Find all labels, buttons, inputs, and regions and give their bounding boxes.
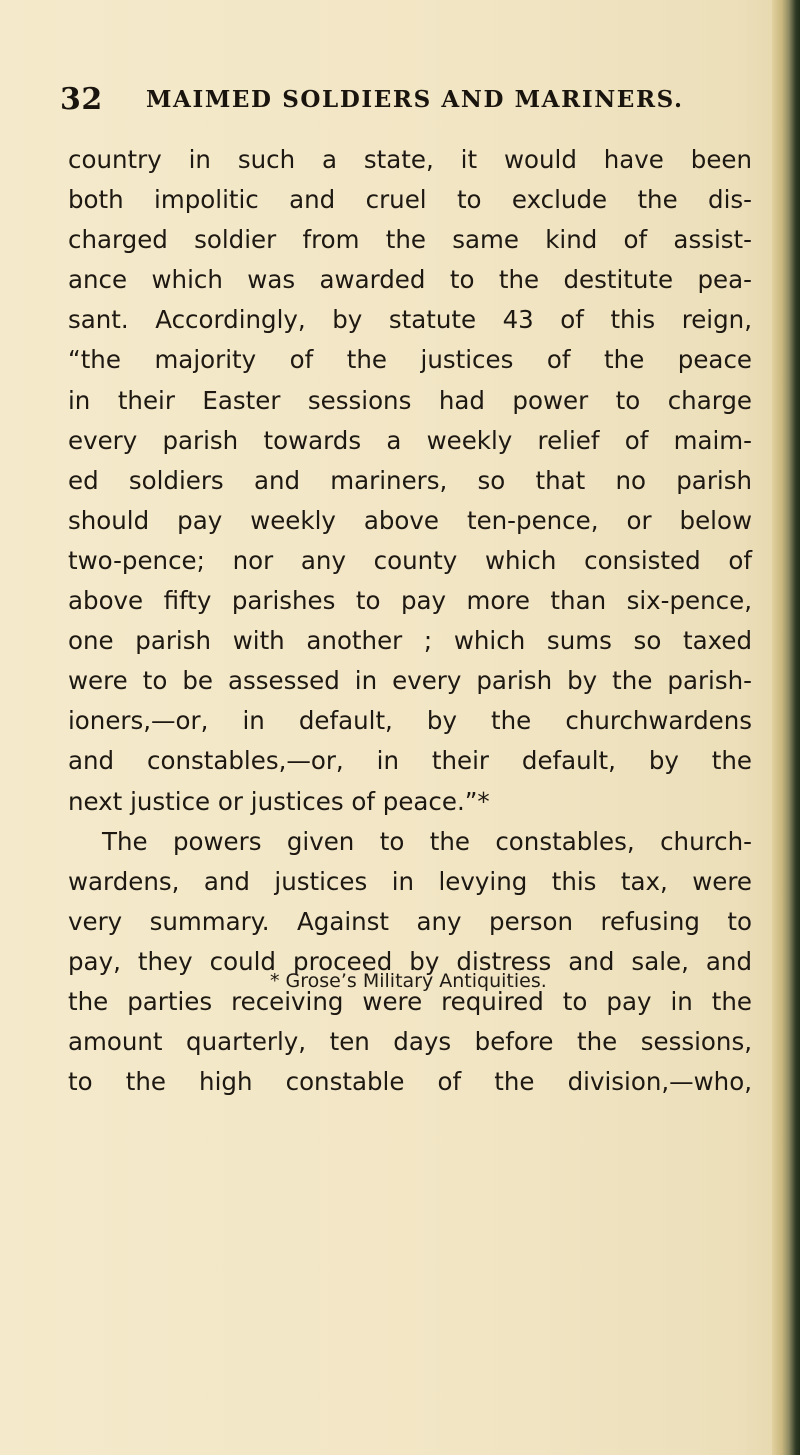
text-line: every parish towards a weekly relief of maim- — [68, 425, 752, 455]
text-line: above fifty parishes to pay more than six-pence, — [68, 586, 752, 616]
text-line: two-pence; nor any county which consisted of — [68, 545, 752, 575]
text-line: country in such a state, it would have been — [68, 145, 752, 174]
text-line: should pay weekly above ten-pence, or below — [68, 505, 752, 535]
text-line: ed soldiers and mariners, so that no parish — [68, 465, 752, 495]
running-title: MAIMED SOLDIERS AND MARINERS. — [146, 86, 684, 113]
body-text — [68, 140, 752, 1102]
text-line: and constables,—or, in their default, by the — [68, 746, 752, 776]
page-number: 32 — [60, 82, 103, 117]
text-line: both impolitic and cruel to exclude the dis- — [68, 185, 752, 215]
text-line: “the majority of the justices of the peace — [68, 345, 752, 375]
text-line: wardens, and justices in levying this tax, were — [68, 866, 752, 896]
text-line: very summary. Against any person refusing to — [68, 906, 752, 936]
text-line: pay, they could proceed by distress and sale, and — [68, 946, 752, 976]
running-head — [60, 78, 760, 118]
text-line: amount quarterly, ten days before the sessions, — [68, 1027, 752, 1057]
text-line: one parish with another ; which sums so taxed — [68, 626, 752, 656]
text-line: the parties receiving were required to pay in the — [68, 986, 752, 1016]
text-line: ioners,—or, in default, by the churchwardens — [68, 706, 752, 736]
text-line: to the high constable of the division,—who, — [68, 1067, 752, 1097]
text-line: were to be assessed in every parish by the parish- — [68, 666, 752, 696]
text-line: sant. Accordingly, by statute 43 of this reign, — [68, 305, 752, 335]
text-line: ance which was awarded to the destitute pea- — [68, 265, 752, 295]
text-line: The powers given to the constables, church- — [102, 826, 752, 856]
text-line: charged soldier from the same kind of assist- — [68, 225, 752, 255]
page-edge-shadow — [772, 0, 800, 1455]
footnote: * Grose’s Military Antiquities. — [270, 970, 547, 992]
text-line: in their Easter sessions had power to charge — [68, 385, 752, 415]
text-line: next justice or justices of peace.”* — [68, 786, 490, 816]
